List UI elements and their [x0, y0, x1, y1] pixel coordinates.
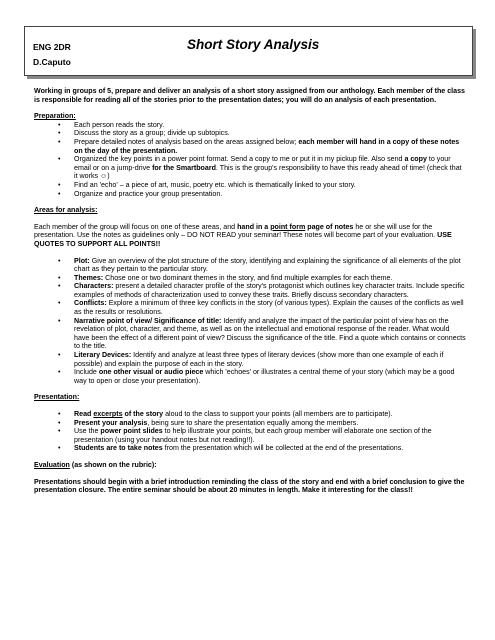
presentation-heading: Presentation:	[34, 393, 80, 402]
text-run: Organize and practice your group presentation.	[74, 189, 223, 198]
text-run: from the presentation which will be collected at the end of the presentations.	[162, 444, 404, 453]
evaluation-note: (as shown on the rubric):	[69, 460, 157, 469]
bullet-icon: •	[58, 129, 61, 138]
text-run: which 'echoes' or illustrates a central theme of your story (which may be a good way to open or close your presentation).	[74, 368, 455, 385]
list-item	[34, 419, 466, 428]
text-run: Use the	[74, 427, 101, 436]
list-item	[34, 138, 466, 155]
list-item	[34, 317, 466, 351]
areas-heading: Areas for analysis:	[34, 206, 98, 215]
text-run: excerpts	[93, 410, 123, 418]
areas-intro	[34, 223, 466, 249]
text-run: Plot:	[74, 256, 90, 265]
text-run: Literary Devices:	[74, 351, 132, 360]
text-run: power point slides	[100, 427, 163, 436]
text-run: . This is the group's responsibility to have this ready ahead of time! (check that it works ☺)	[74, 163, 462, 181]
list-item	[34, 410, 466, 419]
text-run: Give an overview of the plot structure of the story, identifying and explaining the significance of all elements of the plot chart as they pertain to the particular story.	[74, 256, 461, 274]
text-run: Include	[74, 368, 99, 377]
evaluation-line	[34, 461, 466, 470]
list-item	[34, 274, 466, 283]
header-box	[24, 26, 473, 76]
bullet-icon: •	[58, 418, 61, 427]
text-run: a copy	[404, 155, 427, 164]
bullet-icon: •	[58, 351, 61, 360]
list-item	[34, 351, 466, 368]
bullet-icon: •	[58, 427, 61, 436]
text-run: one other visual or audio piece	[98, 368, 204, 377]
text-run: , being sure to share the presentation equally among the members.	[147, 418, 359, 427]
list-item	[34, 155, 466, 181]
text-run: Identify and analyze the impact of the particular point of view has on the revelation of plot, character, and theme, as well as on the intellectual and emotional response of the reader. What would have been the effect of a different point of view? Discuss the significance of the title. Find a quote which contains or connects to the title.	[74, 316, 466, 351]
list-item	[34, 129, 466, 138]
text-run: each member will hand in a copy of these notes on the day of the presentation.	[74, 137, 460, 155]
list-item	[34, 444, 466, 453]
text-run: Conflicts:	[74, 299, 107, 308]
text-run: Each member of the group will focus on one of these areas, and	[34, 222, 238, 231]
bullet-icon: •	[58, 273, 61, 282]
closing-paragraph: Presentations should begin with a brief introduction reminding the class of the story and end with a brief conclusion to give the presentation closure. The entire seminar should be about 20 minutes in length. Make it interesting for the class!!	[34, 477, 465, 495]
text-run: Explore a minimum of three key conflicts in the story (of various types). Explain the causes of the conflicts as well as the results or resolutions.	[74, 299, 464, 317]
list-item	[34, 299, 466, 316]
text-run: Find an 'echo' – a piece of art, music, poetry etc. which is thematically linked to your story.	[74, 180, 356, 189]
text-run: Characters:	[74, 282, 114, 291]
text-run: USE QUOTES TO SUPPORT ALL POINTS!!	[34, 231, 452, 248]
text-run: Identify and analyze at least three types of literary devices (show more than one example of each if possible) and explain the purpose of each in the story.	[74, 351, 444, 368]
presentation-list	[34, 410, 466, 453]
text-run: Present your analysis	[74, 418, 148, 427]
teacher-name: D.Caputo	[33, 57, 71, 67]
course-code: ENG 2DR	[33, 42, 71, 52]
bullet-icon: •	[58, 180, 61, 189]
text-run: Each person reads the story.	[74, 120, 165, 129]
preparation-heading: Preparation:	[34, 112, 76, 121]
intro-paragraph: Working in groups of 5, prepare and deliver an analysis of a short story assigned from our anthology. Each member of the class is responsible for reading all of the stories prior to the presentation dates; you will do an analysis of each presentation.	[34, 87, 465, 104]
list-item	[34, 181, 466, 190]
text-run: he or she will use for the presentation. Use the notes as guidelines only – DO NOT READ your seminar! These notes will become part of your evaluation.	[34, 222, 438, 240]
text-run: page of notes	[305, 222, 354, 231]
areas-list	[34, 257, 466, 386]
evaluation-heading: Evaluation	[34, 460, 70, 469]
document-body	[34, 87, 466, 495]
text-run: Narrative point of view/ Significance of title:	[74, 316, 222, 325]
text-run: to your email or on a jump-drive	[74, 155, 451, 172]
bullet-icon: •	[58, 189, 61, 198]
bullet-icon: •	[58, 282, 61, 291]
list-item	[34, 427, 466, 444]
text-run: present a detailed character profile of the story's protagonist which outlines key character traits. Include specific examples of methods of characterization used to convey these traits. Briefly discuss secondary characters.	[74, 282, 465, 299]
text-run: Read	[74, 410, 94, 418]
bullet-icon: •	[58, 137, 61, 146]
text-run: Prepare detailed notes of analysis based on the areas assigned below;	[74, 137, 299, 146]
list-item	[34, 190, 466, 199]
list-item	[34, 257, 466, 274]
text-run: Themes:	[74, 273, 104, 282]
page-title: Short Story Analysis	[187, 37, 320, 52]
bullet-icon: •	[58, 316, 61, 325]
text-run: point form	[270, 222, 306, 231]
bullet-icon: •	[58, 410, 61, 418]
list-item	[34, 368, 466, 385]
bullet-icon: •	[58, 155, 61, 164]
text-run: Chose one or two dominant themes in the story, and find multiple examples for each theme.	[103, 273, 393, 282]
text-run: for the Smartboard	[152, 163, 216, 172]
preparation-list	[34, 121, 466, 198]
text-run: Discuss the story as a group; divide up subtopics.	[74, 129, 230, 138]
bullet-icon: •	[58, 444, 61, 453]
text-run: of the story	[122, 410, 164, 418]
text-run: hand in a	[237, 222, 271, 231]
bullet-icon: •	[58, 120, 61, 129]
bullet-icon: •	[58, 368, 61, 377]
bullet-icon: •	[58, 256, 61, 265]
text-run: aloud to the class to support your points (all members are to participate).	[163, 410, 393, 418]
text-run: Organized the key points in a power point format. Send a copy to me or put it in my pickup file. Also send	[74, 155, 405, 164]
list-item	[34, 282, 466, 299]
text-run: Students are to take notes	[74, 444, 163, 453]
text-run: to help illustrate your points, but each group member will elaborate one section of the presentation (using your handout notes but not reading!!).	[74, 427, 432, 444]
bullet-icon: •	[58, 299, 61, 308]
list-item	[34, 121, 466, 130]
